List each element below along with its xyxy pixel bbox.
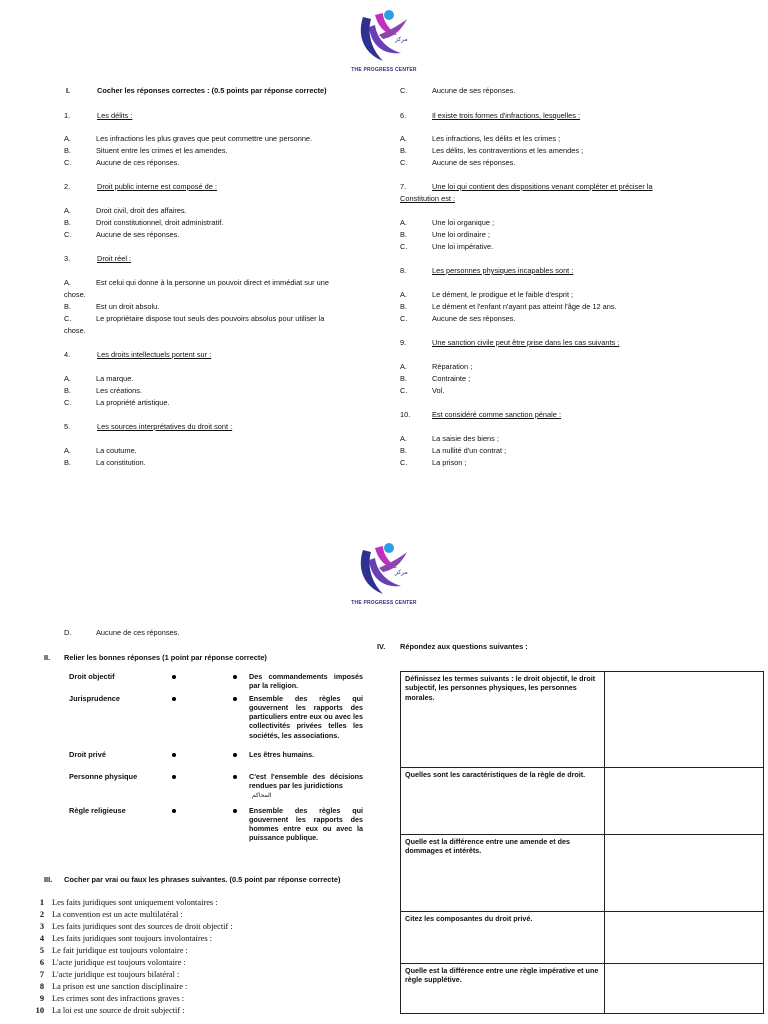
question-3-text: Droit réel : <box>97 254 132 263</box>
answer-cell[interactable] <box>605 672 764 768</box>
table-row <box>401 964 764 1014</box>
question-10-text: Est considéré comme sanction pénale : <box>432 410 561 419</box>
section-4-title: Répondez aux questions suivantes : <box>400 642 528 651</box>
question-cell: Quelles sont les caractéristiques de la règle de droit. <box>401 768 605 835</box>
question-3-number: 3. <box>64 254 71 263</box>
match-dot-right-5[interactable] <box>233 809 237 813</box>
question-cell: Citez les composantes du droit privé. <box>401 912 605 964</box>
question-8-text: Les personnes physiques incapables sont : <box>432 266 574 275</box>
match-right-2: Ensemble des règles qui gouvernent les rapports des particuliers entre eux ou avec les collectivités privées telles les sociétés, les associations. <box>249 694 363 740</box>
question-5-text: Les sources interprétatives du droit sont : <box>97 422 233 431</box>
svg-text:مركز: مركز <box>395 569 408 576</box>
questions-table <box>400 671 764 1014</box>
question-1-text: Les délits : <box>97 111 133 120</box>
question-5-number: 5. <box>64 422 71 431</box>
section-2-number: II. <box>44 653 51 662</box>
section-4-number: IV. <box>377 642 386 651</box>
logo-page-2 <box>349 538 429 607</box>
match-dot-left-3[interactable] <box>172 753 176 757</box>
question-7-text: Une loi qui contient des dispositions venant compléter et préciser la <box>432 182 653 191</box>
match-left-2: Jurisprudence <box>69 694 120 703</box>
match-right-3: Les êtres humains. <box>249 750 315 759</box>
question-6-text: Il existe trois formes d'infractions, lesquelles : <box>432 111 581 120</box>
section-1-title: Cocher les réponses correctes : (0.5 points par réponse correcte) <box>97 86 327 95</box>
match-left-3: Droit privé <box>69 750 106 759</box>
match-dot-right-1[interactable] <box>233 675 237 679</box>
question-9-text: Une sanction civile peut être prise dans les cas suivants : <box>432 338 620 347</box>
table-row <box>401 768 764 835</box>
answer-cell[interactable] <box>605 768 764 835</box>
q3-option-c-continued: chose. <box>64 326 86 335</box>
page-1: مركز THE PROGRESS CENTER I. Cocher les réponses correctes : (0.5 points par réponse correcte) 1. Les délits : A. Les infractions les plus graves que peut commettre une personne. B. Situent entre les crimes et les amendes. C. Aucune de ces réponses. 2. Droit public interne est composé de : A. Droit civil, droit des affaires. B. Droit constitutionnel, droit administratif. C. Aucune de ses réponses. 3. Droit réel : A. Est celui qui donne à la personne un pouvoir direct et immédiat sur une chose. B. Est un droit absolu. C. Le propriétaire dispose tout seuls des pouvoirs absolus pour utiliser la chose. 4. Les droits intellectuels portent sur : A. La marque. B. Les créations. C. La propriété artistique. 5. Les sources interprétatives du droit sont : A. La coutume. B. La constitution. C. Aucune de ses réponses. 6. Il existe trois formes d'infractions, lesquelles : A. Les infractions, les délits et les crimes ; B. Les délits, les contraventions et les amendes ; C. Aucune de ses réponses. 7. Une loi qui contient des dispositions venant compléter et préciser la Constitution est : A. Une loi organique ; B. Une loi ordinaire ; C. Une loi impérative. 8. Les personnes physiques incapables sont : A. Le dément, le prodigue et le faible d'esprit ; B. Le dément et l'enfant n'ayant pas atteint l'âge de 12 ans. C. Aucune de ses réponses. 9. Une sanction civile peut être prise dans les cas suivants : A. Réparation ; B. Contrainte ; C. Vol. 10. Est considéré comme sanction pénale : A. La saisie des biens ; B. La nullité d'un contrat ; C. La prison ; <box>0 0 768 512</box>
svg-text:مركز: مركز <box>395 36 408 43</box>
match-right-5: Ensemble des règles qui gouvernent les rapports des hommes entre eux ou avec la puissance publique. <box>249 806 363 843</box>
match-dot-left-4[interactable] <box>172 775 176 779</box>
section-3-title: Cocher par vrai ou faux les phrases suivantes. (0.5 point par réponse correcte) <box>64 875 341 884</box>
question-7-number: 7. <box>400 182 407 191</box>
question-9-number: 9. <box>400 338 407 347</box>
match-dot-left-1[interactable] <box>172 675 176 679</box>
question-2-text: Droit public interne est composé de : <box>97 182 217 191</box>
question-7-text-continued: Constitution est : <box>400 194 456 203</box>
logo-text: THE PROGRESS CENTER <box>351 600 417 607</box>
table-row <box>401 912 764 964</box>
question-8-number: 8. <box>400 266 407 275</box>
section-2-title: Relier les bonnes réponses (1 point par réponse correcte) <box>64 653 267 662</box>
answer-cell[interactable] <box>605 835 764 912</box>
match-right-1: Des commandements imposés par la religion. <box>249 672 363 691</box>
progress-center-logo-icon <box>349 5 419 69</box>
match-right-4: C'est l'ensemble des décisions rendues par les juridictions <box>249 772 363 791</box>
answer-cell[interactable] <box>605 912 764 964</box>
question-2-number: 2. <box>64 182 71 191</box>
logo <box>349 5 429 74</box>
section-3-number: III. <box>44 875 53 884</box>
table-row <box>401 835 764 912</box>
question-4-number: 4. <box>64 350 71 359</box>
match-dot-right-2[interactable] <box>233 697 237 701</box>
answer-cell[interactable] <box>605 964 764 1014</box>
question-6-number: 6. <box>400 111 407 120</box>
table-row <box>401 672 764 768</box>
logo-text: THE PROGRESS CENTER <box>351 67 417 74</box>
question-4-text: Les droits intellectuels portent sur : <box>97 350 212 359</box>
progress-center-logo-icon <box>349 538 419 602</box>
match-left-1: Droit objectif <box>69 672 115 681</box>
question-1-number: 1. <box>64 111 71 120</box>
match-left-5: Règle religieuse <box>69 806 126 815</box>
match-dot-right-3[interactable] <box>233 753 237 757</box>
question-cell: Définissez les termes suivants : le droit objectif, le droit subjectif, les personnes physiques, les personnes morales. <box>401 672 605 768</box>
match-left-4: Personne physique <box>69 772 138 781</box>
arabic-note: المحاكم <box>252 792 272 799</box>
question-10-number: 10. <box>400 410 411 419</box>
q3-option-a-continued: chose. <box>64 290 86 299</box>
question-cell: Quelle est la différence entre une règle impérative et une règle supplétive. <box>401 964 605 1014</box>
match-dot-left-5[interactable] <box>172 809 176 813</box>
question-cell: Quelle est la différence entre une amende et des dommages et intérêts. <box>401 835 605 912</box>
match-dot-right-4[interactable] <box>233 775 237 779</box>
section-1-number: I. <box>66 86 71 95</box>
page-2: مركز THE PROGRESS CENTER D. Aucune de ces réponses. II. Relier les bonnes réponses (1 point par réponse correcte) Droit objectif Des commandements imposés par la religion. Jurisprudence Ensemble des règles qui gouvernent les rapports des particuliers entre eux ou avec les collectivités privées telles les sociétés, les associations. Droit privé Les êtres humains. Personne physique C'est l'ensemble des décisions rendues par les juridictions المحاكم Règle religieuse Ensemble des règles qui gouvernent les rapports des hommes entre eux ou avec la puissance publique. III. Cocher par vrai ou faux les phrases suivantes. (0.5 point par réponse correcte) 1 Les faits juridiques sont uniquement volontaires : 2 La convention est un acte multilatéral : 3 Les faits juridiques sont des sources de droit objectif : 4 Les faits juridiques sont toujours involontaires : 5 Le fait juridique est toujours volontaire : 6 L'acte juridique est toujours volontaire : 7 L'acte juridique est toujours bilatéral : 8 La prison est une sanction disciplinaire : 9 Les crimes sont des infractions graves : 10 La loi est une source de droit subjectif : IV. Répondez aux questions suivantes : <box>0 512 768 1024</box>
match-dot-left-2[interactable] <box>172 697 176 701</box>
